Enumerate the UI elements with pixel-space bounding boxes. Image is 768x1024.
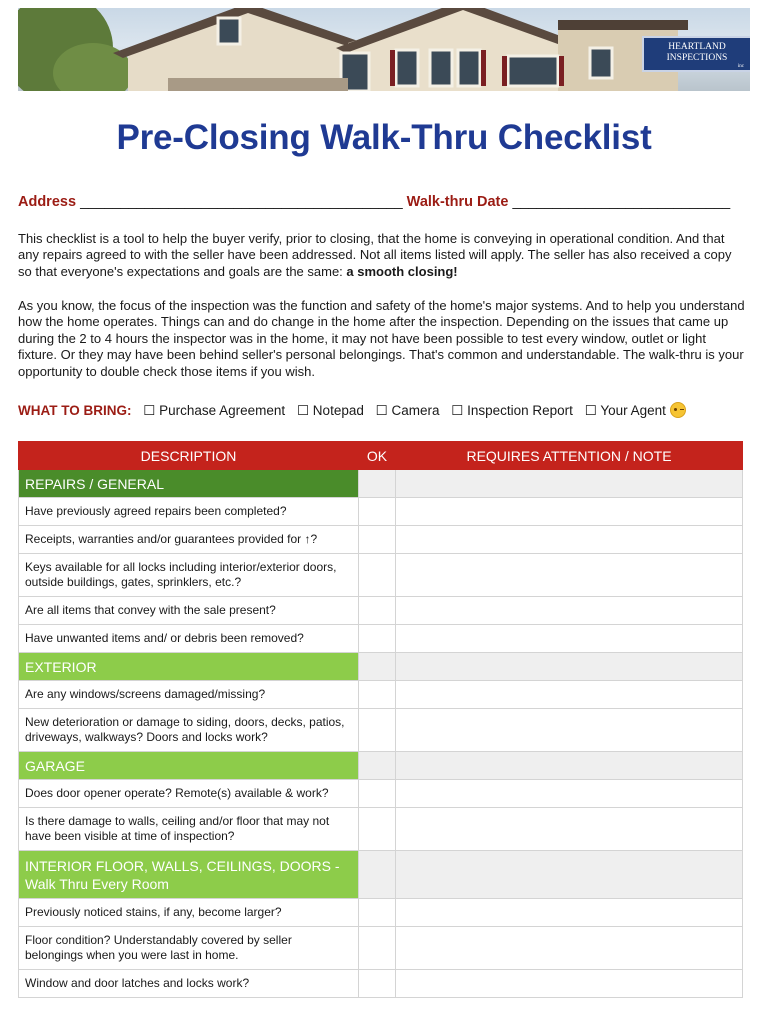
- table-row: [19, 597, 743, 625]
- what-to-bring-label: WHAT TO BRING:: [18, 403, 132, 418]
- item-description: Previously noticed stains, if any, become larger?: [19, 899, 359, 927]
- note-cell[interactable]: [396, 526, 743, 554]
- column-header-description: DESCRIPTION: [19, 442, 359, 470]
- ok-cell[interactable]: [359, 970, 396, 998]
- table-row: [19, 808, 743, 851]
- bring-item-notepad: ☐ Notepad: [296, 403, 364, 418]
- item-description: Is there damage to walls, ceiling and/or floor that may not have been visible at time of inspection?: [19, 808, 359, 851]
- note-cell[interactable]: [396, 927, 743, 970]
- note-cell[interactable]: [396, 970, 743, 998]
- note-cell: [396, 653, 743, 681]
- table-row: [19, 498, 743, 526]
- note-cell[interactable]: [396, 681, 743, 709]
- note-cell[interactable]: [396, 709, 743, 752]
- section-header-exterior: [19, 653, 743, 681]
- ok-cell[interactable]: [359, 681, 396, 709]
- ok-cell: [359, 752, 396, 780]
- note-cell: [396, 470, 743, 498]
- section-title: INTERIOR FLOOR, WALLS, CEILINGS, DOORS - Walk Thru Every Room: [19, 851, 359, 899]
- ok-cell[interactable]: [359, 780, 396, 808]
- bring-item-your-agent: ☐ Your Agent: [584, 403, 666, 418]
- note-cell[interactable]: [396, 808, 743, 851]
- note-cell: [396, 752, 743, 780]
- note-cell[interactable]: [396, 554, 743, 597]
- page-title: Pre-Closing Walk-Thru Checklist: [116, 118, 652, 157]
- ok-cell[interactable]: [359, 927, 396, 970]
- ok-cell[interactable]: [359, 899, 396, 927]
- ok-cell[interactable]: [359, 625, 396, 653]
- item-description: Does door opener operate? Remote(s) available & work?: [19, 780, 359, 808]
- heartland-inspections-logo: HEARTLAND INSPECTIONS inc: [642, 36, 750, 72]
- section-header-garage: [19, 752, 743, 780]
- section-header-repairs-general: [19, 470, 743, 498]
- table-row: [19, 709, 743, 752]
- note-cell: [396, 851, 743, 899]
- column-header-ok: OK: [359, 442, 396, 470]
- note-cell[interactable]: [396, 899, 743, 927]
- walkthru-date-label: Walk-thru Date: [406, 194, 509, 210]
- header-banner-image: [18, 8, 750, 91]
- address-blank: ________________________________________: [80, 194, 403, 210]
- ok-cell: [359, 851, 396, 899]
- ok-cell[interactable]: [359, 709, 396, 752]
- table-row: [19, 625, 743, 653]
- ok-cell[interactable]: [359, 498, 396, 526]
- intro-paragraph-1: This checklist is a tool to help the buyer verify, prior to closing, that the home is conveying in operational condition. And that any repairs agreed to with the seller have been addressed. Not all items listed will apply. The seller has also received a copy so that everyone's expectations and goals are the same: a smooth closing!: [18, 231, 732, 279]
- column-header-note: REQUIRES ATTENTION / NOTE: [396, 442, 743, 470]
- ok-cell[interactable]: [359, 808, 396, 851]
- bring-item-camera: ☐ Camera: [375, 403, 440, 418]
- table-row: [19, 526, 743, 554]
- what-to-bring-line: [18, 402, 748, 419]
- table-row: [19, 554, 743, 597]
- table-row: [19, 927, 743, 970]
- item-description: Have unwanted items and/ or debris been removed?: [19, 625, 359, 653]
- section-title: EXTERIOR: [19, 653, 359, 681]
- item-description: Floor condition? Understandably covered by seller belongings when you were last in home.: [19, 927, 359, 970]
- checklist-table: [18, 441, 743, 998]
- smooth-closing-emphasis: a smooth closing!: [346, 263, 458, 279]
- section-title: REPAIRS / GENERAL: [19, 470, 359, 498]
- item-description: Window and door latches and locks work?: [19, 970, 359, 998]
- bring-item-inspection-report: ☐ Inspection Report: [451, 403, 573, 418]
- ok-cell: [359, 653, 396, 681]
- note-cell[interactable]: [396, 498, 743, 526]
- note-cell[interactable]: [396, 780, 743, 808]
- note-cell[interactable]: [396, 597, 743, 625]
- ok-cell[interactable]: [359, 597, 396, 625]
- intro-paragraph-2: As you know, the focus of the inspection was the function and safety of the home's major systems. And to help you understand how the home operates. Things can and do change in the home after the inspection. Depending on the issues that came up during the 2 to 4 hours the inspector was in the home, it may not have been possible to test every window, outlet or light fixture. Or they may have been behind seller's personal belongings. That's common and understandable. The walk-thru is your opportunity to double check those items if you wish.: [18, 298, 745, 379]
- table-row: [19, 970, 743, 998]
- ok-cell[interactable]: [359, 526, 396, 554]
- bring-item-purchase-agreement: ☐ Purchase Agreement: [143, 403, 286, 418]
- table-row: [19, 681, 743, 709]
- item-description: Receipts, warranties and/or guarantees provided for ↑?: [19, 526, 359, 554]
- table-header-row: [19, 442, 743, 470]
- item-description: Keys available for all locks including interior/exterior doors, outside buildings, gates, sprinklers, etc.?: [19, 554, 359, 597]
- ok-cell[interactable]: [359, 554, 396, 597]
- ok-cell: [359, 470, 396, 498]
- note-cell[interactable]: [396, 625, 743, 653]
- walkthru-date-blank: ___________________________: [512, 194, 731, 210]
- section-header-interior: [19, 851, 743, 899]
- item-description: Are all items that convey with the sale present?: [19, 597, 359, 625]
- table-row: [19, 899, 743, 927]
- table-row: [19, 780, 743, 808]
- address-label: Address: [18, 194, 77, 210]
- item-description: New deterioration or damage to siding, doors, decks, patios, driveways, walkways? Doors and locks work?: [19, 709, 359, 752]
- section-title: GARAGE: [19, 752, 359, 780]
- item-description: Have previously agreed repairs been completed?: [19, 498, 359, 526]
- winking-face-icon: [670, 402, 686, 418]
- item-description: Are any windows/screens damaged/missing?: [19, 681, 359, 709]
- address-date-line: [18, 194, 750, 210]
- house-photo: [18, 8, 750, 91]
